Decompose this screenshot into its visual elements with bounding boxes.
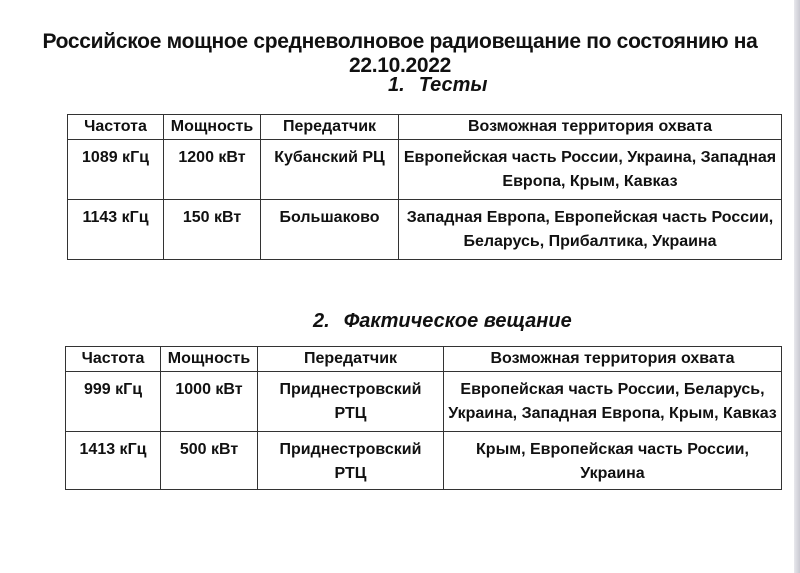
cell-coverage: Европейская часть России, Украина, Западная Европа, Крым, Кавказ	[399, 140, 782, 200]
section-number: 2.	[313, 310, 330, 332]
document-title: Российское мощное средневолновое радиовещание по состоянию на 22.10.2022	[42, 30, 758, 77]
cell-transmitter: Приднестровский РТЦ	[258, 432, 444, 490]
section-number: 1.	[388, 74, 405, 96]
cell-power: 500 кВт	[161, 432, 258, 490]
column-header-frequency: Частота	[66, 347, 161, 372]
cell-transmitter: Кубанский РЦ	[261, 140, 399, 200]
section-heading-actual-broadcast	[313, 310, 572, 333]
column-header-coverage: Возможная территория охвата	[444, 347, 782, 372]
cell-transmitter: Большаково	[261, 200, 399, 260]
cell-coverage: Западная Европа, Европейская часть России, Беларусь, Прибалтика, Украина	[399, 200, 782, 260]
table-header-row	[66, 347, 782, 372]
column-header-power: Мощность	[161, 347, 258, 372]
column-header-transmitter: Передатчик	[258, 347, 444, 372]
table-row	[68, 200, 782, 260]
cell-power: 1000 кВт	[161, 372, 258, 432]
column-header-transmitter: Передатчик	[261, 115, 399, 140]
table-row	[66, 372, 782, 432]
cell-power: 150 кВт	[164, 200, 261, 260]
table-header-row	[68, 115, 782, 140]
cell-frequency: 1143 кГц	[68, 200, 164, 260]
section-title: Тесты	[418, 74, 488, 96]
column-header-power: Мощность	[164, 115, 261, 140]
cell-frequency: 1413 кГц	[66, 432, 161, 490]
cell-frequency: 1089 кГц	[68, 140, 164, 200]
cell-coverage: Крым, Европейская часть России, Украина	[444, 432, 782, 490]
table-row	[68, 140, 782, 200]
page-edge	[794, 0, 800, 573]
column-header-frequency: Частота	[68, 115, 164, 140]
table-row	[66, 432, 782, 490]
actual-broadcast-table	[65, 346, 782, 490]
column-header-coverage: Возможная территория охвата	[399, 115, 782, 140]
section-heading-tests	[388, 74, 488, 97]
tests-table	[67, 114, 782, 260]
cell-power: 1200 кВт	[164, 140, 261, 200]
section-title: Фактическое вещание	[343, 310, 572, 332]
cell-coverage: Европейская часть России, Беларусь, Украина, Западная Европа, Крым, Кавказ	[444, 372, 782, 432]
cell-frequency: 999 кГц	[66, 372, 161, 432]
cell-transmitter: Приднестровский РТЦ	[258, 372, 444, 432]
